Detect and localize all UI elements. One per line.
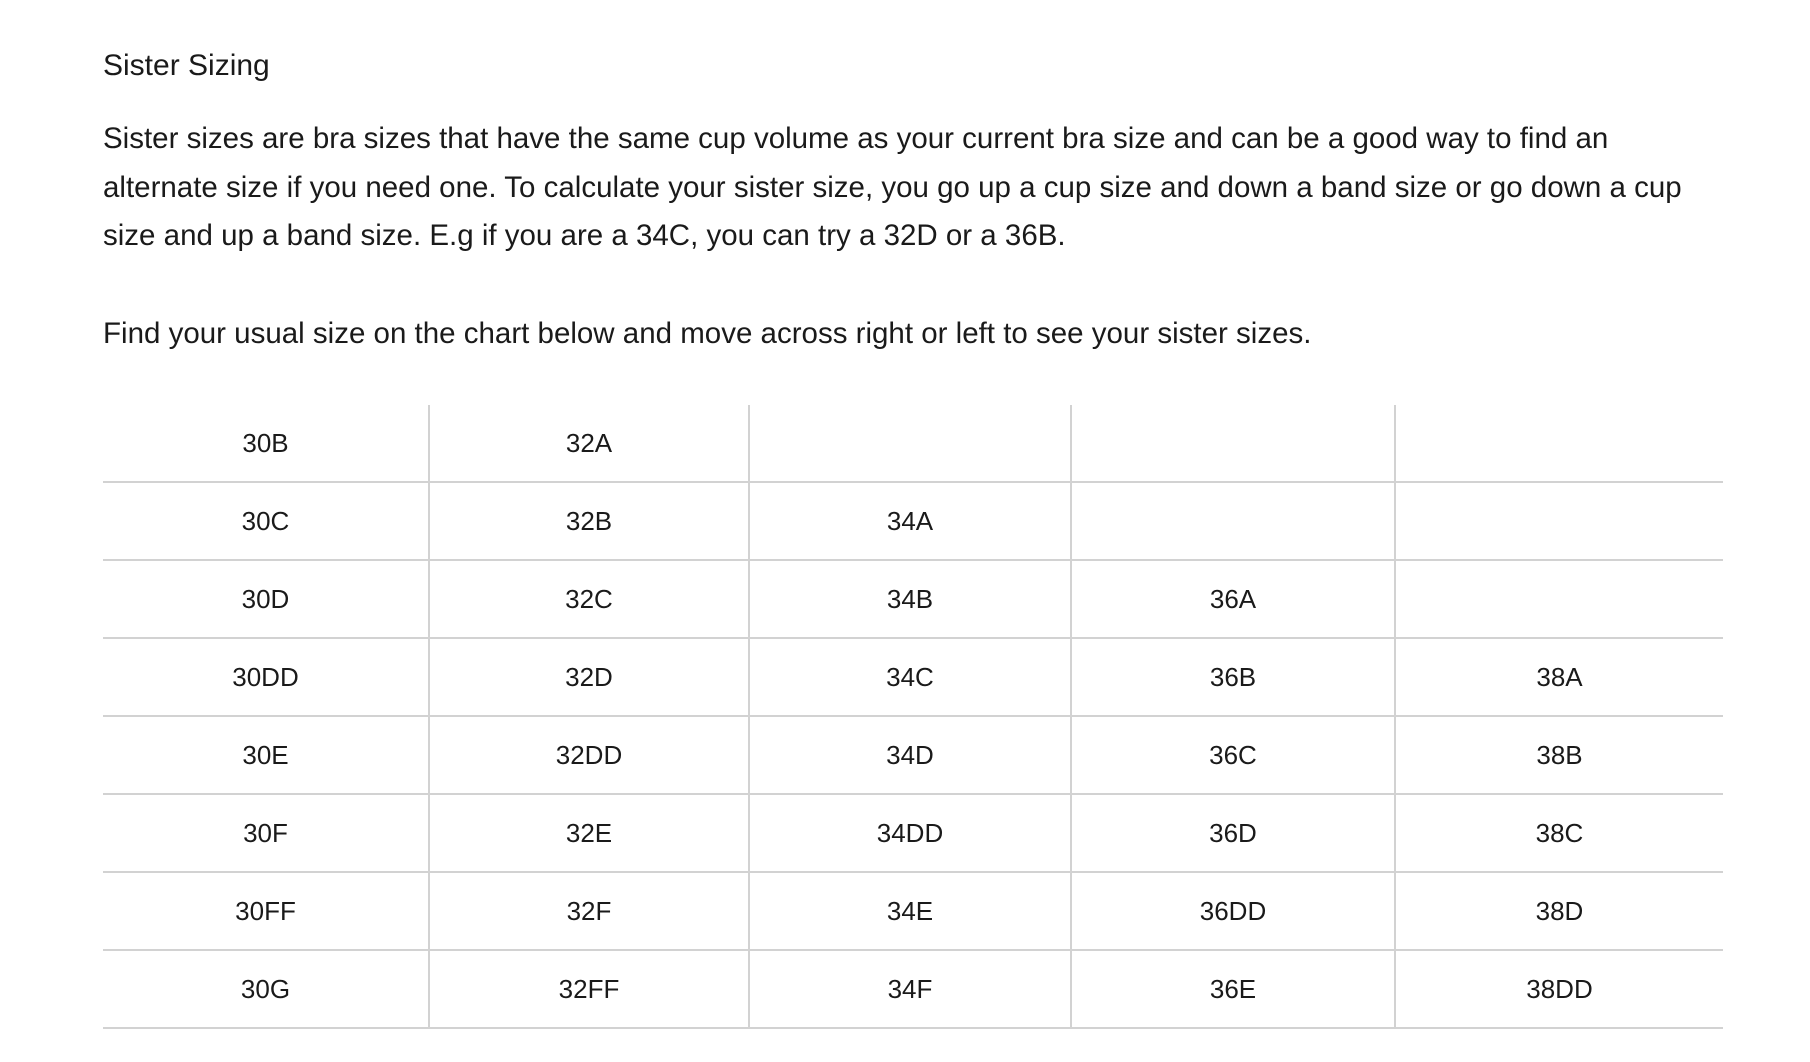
table-cell: 30B bbox=[103, 405, 429, 482]
table-cell bbox=[1071, 405, 1395, 482]
table-cell: 36DD bbox=[1071, 872, 1395, 950]
table-cell: 34D bbox=[749, 716, 1071, 794]
table-cell: 34E bbox=[749, 872, 1071, 950]
table-row bbox=[103, 405, 1723, 482]
size-table-body bbox=[103, 405, 1723, 1028]
table-cell: 34A bbox=[749, 482, 1071, 560]
table-cell: 34DD bbox=[749, 794, 1071, 872]
table-cell: 30G bbox=[103, 950, 429, 1028]
table-cell: 36B bbox=[1071, 638, 1395, 716]
table-row bbox=[103, 950, 1723, 1028]
intro-paragraph: Sister sizes are bra sizes that have the same cup volume as your current bra size and can be a good way to find an alternate size if you need one. To calculate your sister size, you go up a cup size and down a band size or go down a cup size and up a band size. E.g if you are a 34C, you can try a 32D or a 36B. bbox=[103, 122, 1682, 252]
table-cell bbox=[1395, 560, 1723, 638]
table-row bbox=[103, 482, 1723, 560]
instruction-paragraph: Find your usual size on the chart below and move across right or left to see your sister sizes. bbox=[103, 317, 1312, 350]
table-cell: 32F bbox=[429, 872, 749, 950]
table-row bbox=[103, 638, 1723, 716]
table-cell: 36E bbox=[1071, 950, 1395, 1028]
table-cell: 38B bbox=[1395, 716, 1723, 794]
table-cell bbox=[749, 405, 1071, 482]
table-cell: 32E bbox=[429, 794, 749, 872]
table-cell: 32A bbox=[429, 405, 749, 482]
table-cell: 36C bbox=[1071, 716, 1395, 794]
section-heading: Sister Sizing bbox=[103, 49, 270, 82]
table-cell: 32B bbox=[429, 482, 749, 560]
table-row bbox=[103, 794, 1723, 872]
table-cell: 38DD bbox=[1395, 950, 1723, 1028]
table-cell: 30DD bbox=[103, 638, 429, 716]
table-cell: 30E bbox=[103, 716, 429, 794]
table-cell: 36A bbox=[1071, 560, 1395, 638]
table-cell: 32D bbox=[429, 638, 749, 716]
table-cell: 36D bbox=[1071, 794, 1395, 872]
table-row bbox=[103, 560, 1723, 638]
table-cell: 34B bbox=[749, 560, 1071, 638]
table-cell: 30F bbox=[103, 794, 429, 872]
table-cell: 34F bbox=[749, 950, 1071, 1028]
table-cell: 30D bbox=[103, 560, 429, 638]
table-cell: 32DD bbox=[429, 716, 749, 794]
sister-size-table bbox=[103, 405, 1723, 1029]
table-cell: 30FF bbox=[103, 872, 429, 950]
table-cell: 34C bbox=[749, 638, 1071, 716]
table-cell bbox=[1071, 482, 1395, 560]
table-cell: 32C bbox=[429, 560, 749, 638]
table-cell: 38C bbox=[1395, 794, 1723, 872]
table-cell bbox=[1395, 482, 1723, 560]
table-cell bbox=[1395, 405, 1723, 482]
table-cell: 38A bbox=[1395, 638, 1723, 716]
table-row bbox=[103, 872, 1723, 950]
table-cell: 38D bbox=[1395, 872, 1723, 950]
table-cell: 32FF bbox=[429, 950, 749, 1028]
table-row bbox=[103, 716, 1723, 794]
table-cell: 30C bbox=[103, 482, 429, 560]
